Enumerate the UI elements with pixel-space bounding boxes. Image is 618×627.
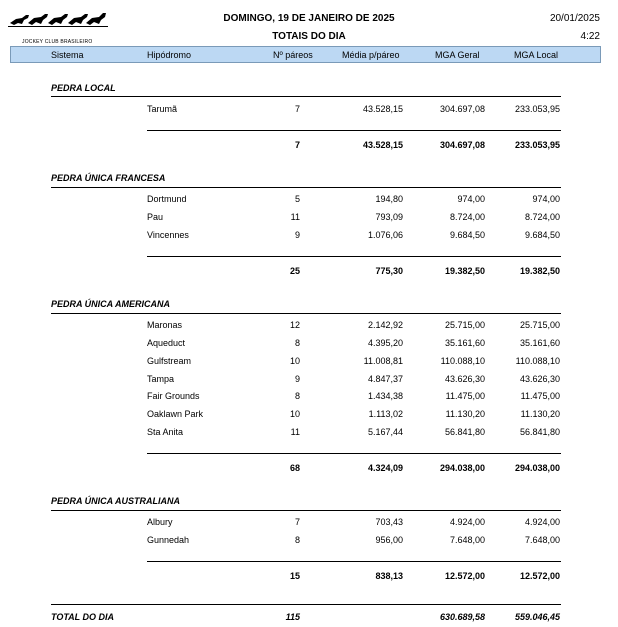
table-row	[0, 320, 618, 332]
mga-local-cell: 7.648,00	[524, 535, 560, 545]
pareos-cell: 5	[294, 194, 300, 204]
report-date: 20/01/2025	[549, 13, 600, 24]
subtotal-mga-geral: 19.382,50	[444, 266, 485, 276]
column-header-bar	[10, 46, 601, 63]
table-row	[0, 409, 618, 421]
mga-local-cell: 11.130,20	[520, 409, 560, 419]
media-cell: 793,09	[375, 212, 403, 222]
section-divider	[51, 96, 561, 97]
table-row	[0, 517, 618, 529]
table-row	[0, 374, 618, 386]
subtotal-mga-local: 233.053,95	[514, 140, 560, 150]
grand-total-mga-local: 559.046,45	[514, 612, 560, 622]
mga-geral-cell: 8.724,00	[449, 212, 485, 222]
pareos-cell: 9	[294, 374, 300, 384]
mga-local-cell: 4.924,00	[524, 517, 560, 527]
mga-geral-cell: 11.475,00	[445, 391, 485, 401]
media-cell: 11.008,81	[363, 356, 403, 366]
pareos-cell: 11	[290, 427, 300, 437]
col-mga-local: MGA Local	[514, 50, 559, 60]
subtotal-pareos: 68	[289, 463, 300, 473]
section-divider	[51, 510, 561, 511]
subtotal-divider	[147, 561, 561, 562]
table-row	[0, 194, 618, 206]
media-cell: 4.395,20	[367, 338, 403, 348]
media-cell: 1.113,02	[368, 409, 403, 419]
hipodromo-cell: Pau	[147, 212, 164, 222]
mga-geral-cell: 974,00	[457, 194, 485, 204]
section-divider	[51, 187, 561, 188]
hipodromo-cell: Fair Grounds	[147, 391, 200, 401]
subtotal-media: 4.324,09	[367, 463, 403, 473]
hipodromo-cell: Vincennes	[147, 230, 189, 240]
pareos-cell: 10	[289, 356, 300, 366]
mga-local-cell: 9.684,50	[524, 230, 560, 240]
media-cell: 194,80	[375, 194, 403, 204]
col-media: Média p/páreo	[342, 50, 400, 60]
media-cell: 1.434,38	[367, 391, 403, 401]
mga-geral-cell: 7.648,00	[449, 535, 485, 545]
section-divider	[51, 313, 561, 314]
mga-geral-cell: 11.130,20	[445, 409, 485, 419]
hipodromo-cell: Oaklawn Park	[147, 409, 204, 419]
table-row	[0, 391, 618, 403]
pareos-cell: 11	[290, 212, 300, 222]
mga-geral-cell: 110.088,10	[440, 356, 485, 366]
table-row	[0, 356, 618, 368]
subtotal-pareos: 15	[289, 571, 300, 581]
hipodromo-cell: Gunnedah	[147, 535, 190, 545]
pareos-cell: 7	[294, 517, 300, 527]
mga-geral-cell: 35.161,60	[444, 338, 485, 348]
hipodromo-cell: Maronas	[147, 320, 183, 330]
mga-geral-cell: 56.841,80	[444, 427, 485, 437]
pareos-cell: 8	[294, 338, 300, 348]
mga-local-cell: 974,00	[532, 194, 560, 204]
grand-total-pareos: 115	[285, 612, 300, 622]
section-title: PEDRA ÚNICA AUSTRALIANA	[51, 496, 180, 506]
subtotal-divider	[147, 453, 561, 454]
col-sistema: Sistema	[51, 50, 84, 60]
report-time: 4:22	[580, 31, 600, 42]
hipodromo-cell: Aqueduct	[147, 338, 186, 348]
subtotal-divider	[147, 130, 561, 131]
grand-total-mga-geral: 630.689,58	[439, 612, 485, 622]
col-pareos: Nº páreos	[273, 50, 313, 60]
mga-local-cell: 8.724,00	[524, 212, 560, 222]
subtotal-mga-local: 12.572,00	[519, 571, 560, 581]
subtotal-row	[0, 571, 618, 583]
hipodromo-cell: Tarumã	[147, 104, 178, 114]
pareos-cell: 12	[289, 320, 300, 330]
subtotal-pareos: 7	[294, 140, 300, 150]
pareos-cell: 9	[294, 230, 300, 240]
mga-local-cell: 11.475,00	[520, 391, 560, 401]
mga-local-cell: 56.841,80	[519, 427, 560, 437]
media-cell: 956,00	[375, 535, 403, 545]
subtotal-mga-geral: 12.572,00	[444, 571, 485, 581]
table-row	[0, 427, 618, 439]
subtotal-media: 775,30	[375, 266, 403, 276]
pareos-cell: 8	[294, 535, 300, 545]
subtotal-mga-local: 19.382,50	[519, 266, 560, 276]
col-mga-geral: MGA Geral	[435, 50, 480, 60]
subtotal-divider	[147, 256, 561, 257]
media-cell: 5.167,44	[367, 427, 403, 437]
mga-local-cell: 25.715,00	[519, 320, 560, 330]
grand-total-divider	[51, 604, 561, 605]
media-cell: 4.847,37	[367, 374, 403, 384]
hipodromo-cell: Albury	[147, 517, 173, 527]
report-subtitle: TOTAIS DO DIA	[272, 31, 346, 42]
subtotal-mga-geral: 294.038,00	[439, 463, 485, 473]
subtotal-pareos: 25	[289, 266, 300, 276]
col-hipodromo: Hipódromo	[147, 50, 192, 60]
pareos-cell: 7	[294, 104, 300, 114]
media-cell: 2.142,92	[367, 320, 403, 330]
brand-text: JOCKEY CLUB BRASILEIRO	[22, 39, 93, 45]
mga-geral-cell: 304.697,08	[439, 104, 485, 114]
table-row	[0, 338, 618, 350]
mga-geral-cell: 25.715,00	[444, 320, 485, 330]
media-cell: 43.528,15	[362, 104, 403, 114]
section-title: PEDRA ÚNICA AMERICANA	[51, 299, 170, 309]
subtotal-row	[0, 463, 618, 475]
section-title: PEDRA LOCAL	[51, 83, 116, 93]
subtotal-row	[0, 140, 618, 152]
mga-geral-cell: 9.684,50	[449, 230, 485, 240]
grand-total-label: TOTAL DO DIA	[51, 612, 114, 622]
subtotal-row	[0, 266, 618, 278]
media-cell: 703,43	[375, 517, 403, 527]
mga-local-cell: 233.053,95	[514, 104, 560, 114]
subtotal-mga-geral: 304.697,08	[439, 140, 485, 150]
pareos-cell: 10	[289, 409, 300, 419]
grand-total-row	[0, 612, 618, 624]
mga-local-cell: 43.626,30	[519, 374, 560, 384]
table-row	[0, 212, 618, 224]
table-row	[0, 230, 618, 242]
hipodromo-cell: Gulfstream	[147, 356, 192, 366]
media-cell: 1.076,06	[367, 230, 403, 240]
hipodromo-cell: Tampa	[147, 374, 175, 384]
section-title: PEDRA ÚNICA FRANCESA	[51, 173, 166, 183]
pareos-cell: 8	[294, 391, 300, 401]
mga-geral-cell: 4.924,00	[449, 517, 485, 527]
hipodromo-cell: Dortmund	[147, 194, 187, 204]
table-row	[0, 535, 618, 547]
table-row	[0, 104, 618, 116]
report-title: DOMINGO, 19 DE JANEIRO DE 2025	[223, 13, 395, 24]
mga-local-cell: 35.161,60	[519, 338, 560, 348]
hipodromo-cell: Sta Anita	[147, 427, 184, 437]
subtotal-media: 43.528,15	[362, 140, 403, 150]
mga-geral-cell: 43.626,30	[444, 374, 485, 384]
mga-local-cell: 110.088,10	[515, 356, 560, 366]
subtotal-media: 838,13	[375, 571, 403, 581]
subtotal-mga-local: 294.038,00	[514, 463, 560, 473]
